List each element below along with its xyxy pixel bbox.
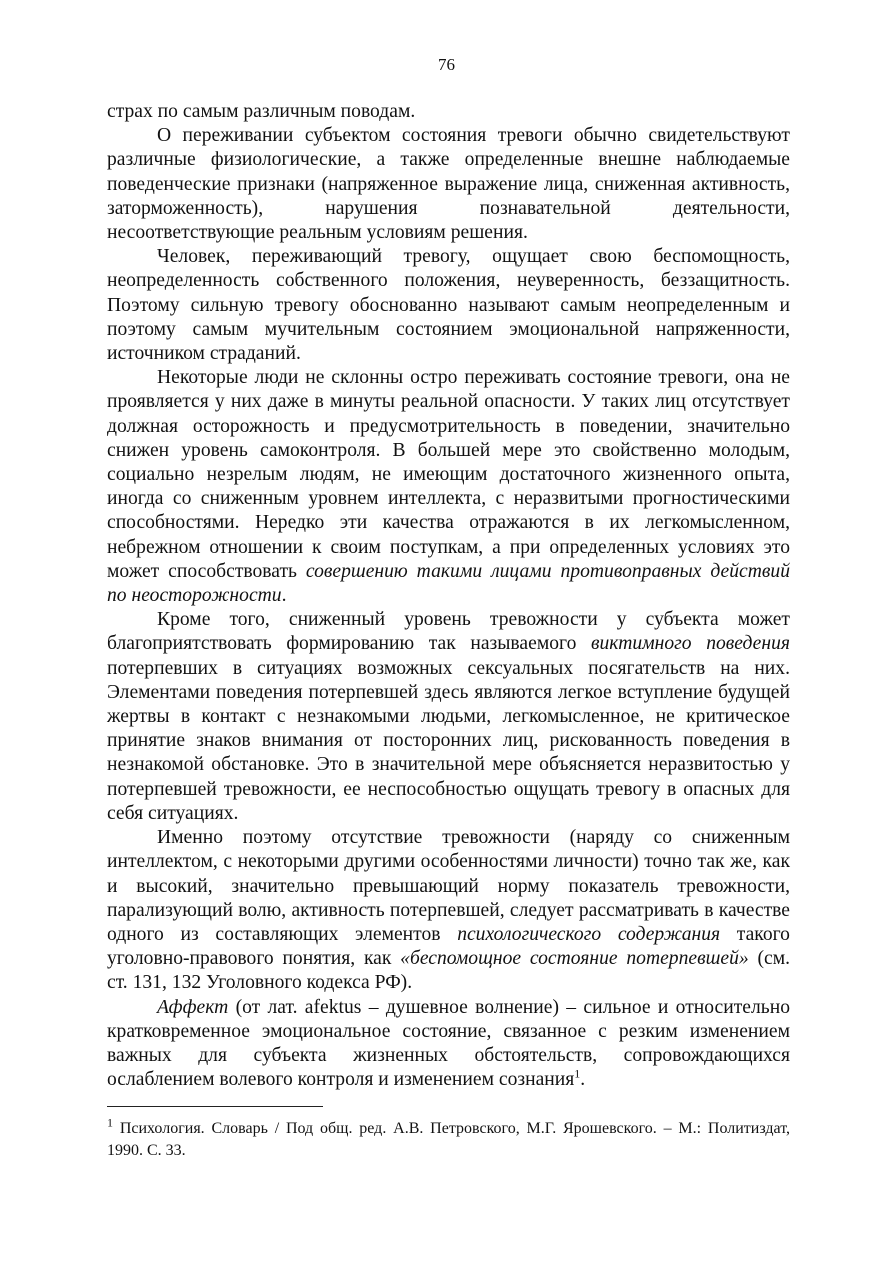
paragraph-6 xyxy=(107,826,790,995)
paragraph-5-text: Кроме того, сниженный уровень тревожности у субъекта может благоприятствовать формированию так называемого xyxy=(107,609,790,655)
paragraph-7-text: (от лат. afektus – душевное волнение) – сильное и относительно кратковременное эмоциональное состояние, связанное с резким изменением важных для субъекта жизненных обстоятельств, сопровождающихся ослаблением волевого контроля и изменением сознания xyxy=(107,996,790,1091)
paragraph-5-rest: потерпевших в ситуациях возможных сексуальных посягательств на них. Элементами поведения потерпевшей здесь являются легкое вступление будущей жертвы в контакт с незнакомыми людьми, легкомысленное, не критическое принятие знаков внимания от посторонних лиц, рискованность поведения в незнакомой обстановке. Это в значительной мере объясняется неразвитостью у потерпевшей тревожности, ее неспособностью ощущать тревогу в опасных для себя ситуациях. xyxy=(107,657,790,824)
paragraph-6-text: Именно поэтому отсутствие тревожности (наряду со сниженным интеллектом, с некоторыми другими особенностями личности) точно так же, как и высокий, значительно превышающий норму показатель тревожности, парализующий волю, активность потерпевшей, следует рассматривать в качестве одного из составляющих элементов xyxy=(107,827,790,945)
paragraph-3: Человек, переживающий тревогу, ощущает свою беспомощность, неопределенность собственного положения, неуверенность, беззащитность. Поэтому сильную тревогу обоснованно называют самым неопределенным и поэтому самым мучительным состоянием эмоциональной напряженности, источником страданий. xyxy=(107,246,790,365)
paragraph-7-end: . xyxy=(580,1069,586,1091)
footnote-reference[interactable]: 1 xyxy=(574,1066,581,1081)
paragraph-7 xyxy=(107,996,790,1093)
body-text xyxy=(107,100,790,1092)
paragraph-4 xyxy=(107,366,790,608)
paragraph-2: О переживании субъектом состояния тревоги обычно свидетельствуют различные физиологические, а также определенные внешне наблюдаемые поведенческие признаки (напряженное выражение лица, сниженная активность, заторможенность), нарушения познавательной деятельности, несоответствующие реальным условиям решения. xyxy=(107,125,790,244)
paragraph-6-middle: такого уголовно-правового понятия, как xyxy=(107,923,790,970)
paragraph-4-end: . xyxy=(281,585,287,607)
paragraph-5 xyxy=(107,608,790,826)
paragraph-6-end: (см. ст. 131, 132 Уголовного кодекса РФ). xyxy=(107,948,790,994)
page-number: 76 xyxy=(438,55,455,74)
footnote xyxy=(107,1115,790,1162)
paragraph-6-italic-2: «беспомощное состояние потерпевшей» xyxy=(400,948,749,970)
paragraph-4-text: Некоторые люди не склонны остро переживать состояние тревоги, она не проявляется у них даже в минуты реальной опасности. У таких лиц отсутствует должная осторожность и предусмотрительность в поведении, значительно снижен уровень самоконтроля. В большей мере это свойственно молодым, социально незрелым людям, не имеющим достаточного жизненного опыта, иногда со сниженным уровнем интеллекта, с неразвитыми прогностическими способностями. Нередко эти качества отражаются в их легкомысленном, небрежном отношении к своим поступкам, а при определенных условиях это может способствовать xyxy=(107,367,790,582)
footnote-text: Психология. Словарь / Под общ. ред. А.В. Петровского, М.Г. Ярошевского. – М.: Политиздат, 1990. С. 33. xyxy=(107,1120,790,1159)
paragraph-5-italic: виктимного поведения xyxy=(590,633,790,655)
paragraph-7-term: Аффект xyxy=(157,996,229,1018)
paragraph-4-italic: совершению такими лицами противоправных действий по неосторожности xyxy=(107,560,790,607)
footnote-divider xyxy=(107,1106,323,1107)
paragraph-6-italic-1: психологического содержания xyxy=(457,923,721,945)
footnote-marker: 1 xyxy=(107,1115,113,1130)
paragraph-1: страх по самым различным поводам. xyxy=(107,101,416,122)
